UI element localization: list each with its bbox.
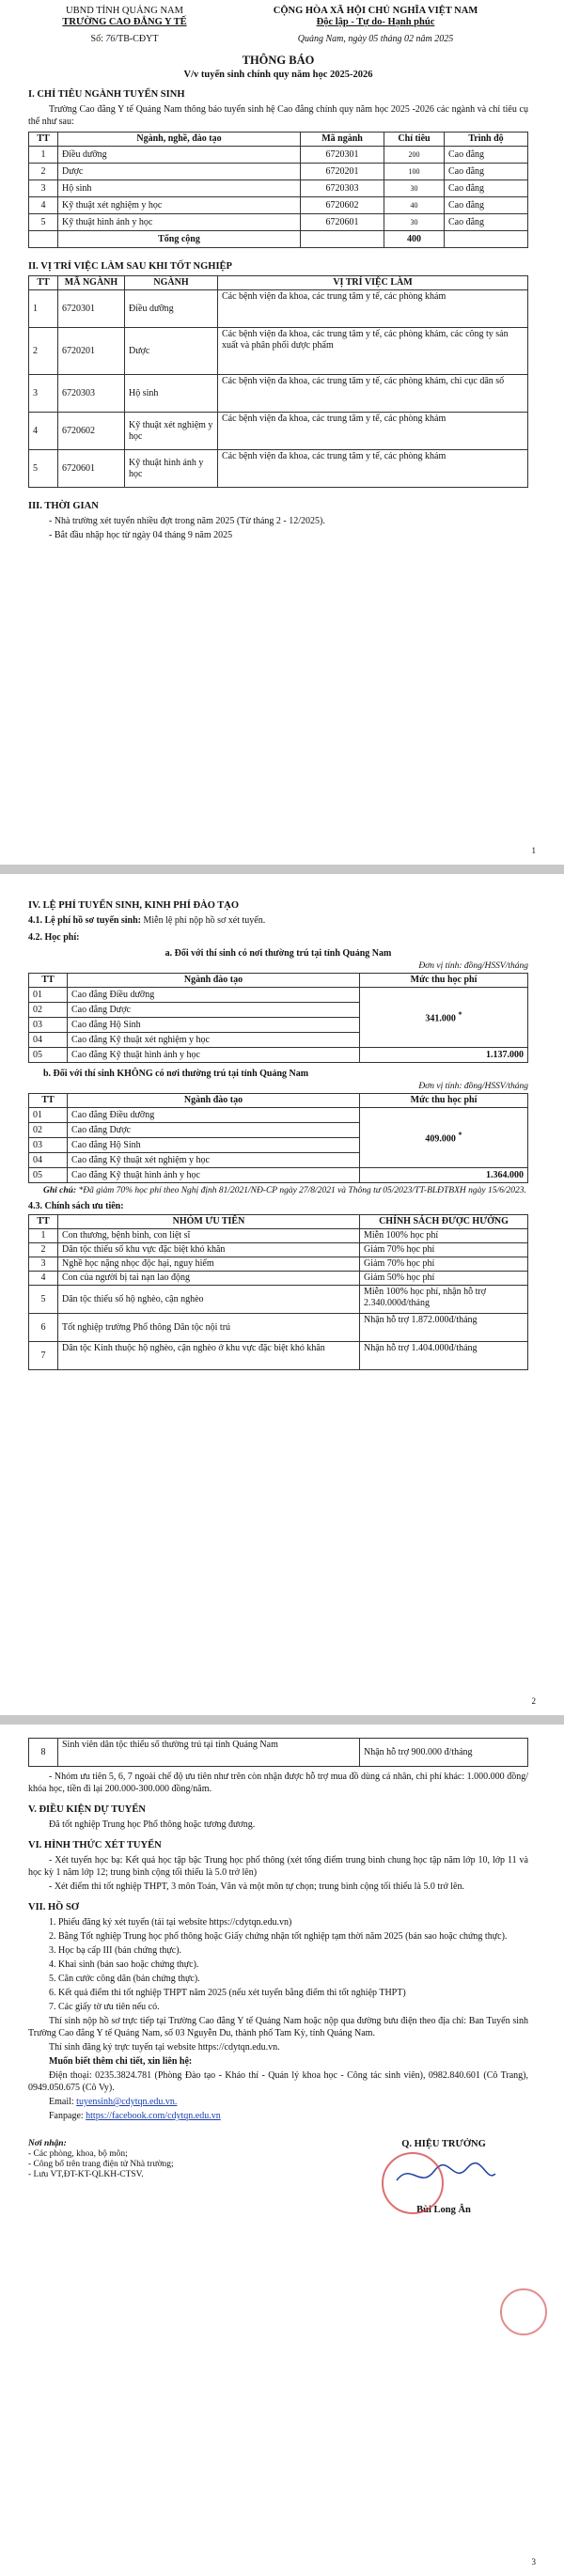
table-row bbox=[29, 1314, 528, 1342]
cell: 4 bbox=[29, 413, 58, 450]
cell: Cao đẳng Điều dưỡng bbox=[68, 1108, 360, 1123]
table-row bbox=[29, 197, 528, 214]
cell: Cao đẳng bbox=[445, 180, 528, 197]
cell: Dược bbox=[125, 328, 218, 375]
time-line-2: - Bắt đầu nhập học từ ngày 04 tháng 9 năm 2025 bbox=[49, 530, 233, 540]
section-6-heading: VI. HÌNH THỨC XÉT TUYỂN bbox=[28, 1840, 162, 1850]
document-page-3 bbox=[0, 1725, 564, 2576]
table-row bbox=[29, 1342, 528, 1370]
cell: 30 bbox=[384, 180, 445, 197]
cell bbox=[29, 231, 58, 248]
cell: 8 bbox=[29, 1739, 58, 1767]
submission-text: Thí sinh nộp hồ sơ trực tiếp tại Trường Cao đẳng Y tế Quảng Nam hoặc nộp qua đường bưu điện theo địa chỉ: Ban Tuyển sinh Trường Cao đẳng Y tế Quảng Nam, số 03 Nguyễn Du, thành phố Tam Kỳ, tỉnh Quảng Nam. bbox=[28, 2016, 528, 2038]
cell: Cao đẳng Điều dưỡng bbox=[68, 988, 360, 1003]
col-header: Chỉ tiêu bbox=[384, 133, 445, 147]
table-row bbox=[29, 450, 528, 488]
col-header: NHÓM ƯU TIÊN bbox=[58, 1215, 360, 1229]
table-header bbox=[29, 1094, 528, 1108]
cell: Dân tộc thiểu số khu vực đặc biệt khó khăn bbox=[58, 1243, 360, 1257]
page-number: 1 bbox=[531, 846, 536, 855]
cell: Cao đẳng Kỹ thuật xét nghiệm y học bbox=[68, 1153, 360, 1168]
cell: Các bệnh viện đa khoa, các trung tâm y tế, các phòng khám, chi cục dân số bbox=[218, 375, 528, 413]
online-registration-text: Thí sinh đăng ký trực tuyến tại website https://cdytqn.edu.vn. bbox=[49, 2042, 280, 2053]
official-stamp-partial bbox=[500, 2288, 547, 2335]
email-label: Email: bbox=[49, 2097, 77, 2107]
cell: 5 bbox=[29, 1286, 58, 1314]
cell: Các bệnh viện đa khoa, các trung tâm y tế, các phòng khám bbox=[218, 290, 528, 328]
cell: 2 bbox=[29, 1243, 58, 1257]
cell: Cao đẳng Kỹ thuật hình ảnh y học bbox=[68, 1168, 360, 1183]
issuer-name: TRƯỜNG CAO ĐẲNG Y TẾ bbox=[62, 17, 187, 27]
table-row bbox=[29, 328, 528, 375]
col-header: TT bbox=[29, 1215, 58, 1229]
cell: Cao đẳng Hộ Sinh bbox=[68, 1138, 360, 1153]
section-6-line-2: - Xét điểm thi tốt nghiệp THPT, 3 môn Toán, Văn và một môn tự chọn; trung bình cộng tối thiểu là 5.0 trở lên. bbox=[49, 1881, 464, 1892]
doc-number-prefix: Số: bbox=[90, 34, 103, 44]
col-header: NGÀNH bbox=[125, 276, 218, 290]
cell: 6720301 bbox=[58, 290, 125, 328]
col-header: Trình độ bbox=[445, 133, 528, 147]
table-row bbox=[29, 1108, 528, 1123]
cell: Cao đẳng Dược bbox=[68, 1003, 360, 1018]
doc-number-suffix: /TB-CĐYT bbox=[115, 34, 159, 44]
cell: Kỹ thuật hình ảnh y học bbox=[58, 214, 301, 231]
signer-title: Q. HIỆU TRƯỞNG bbox=[401, 2139, 486, 2149]
priority-policy-table bbox=[28, 1214, 528, 1370]
jobs-table bbox=[28, 275, 528, 488]
tuition-note bbox=[28, 1186, 528, 1195]
col-header: CHÍNH SÁCH ĐƯỢC HƯỞNG bbox=[360, 1215, 528, 1229]
cell bbox=[445, 231, 528, 248]
cell: 3 bbox=[29, 180, 58, 197]
cell: 04 bbox=[29, 1033, 68, 1048]
total-row bbox=[29, 231, 528, 248]
contact-fanpage bbox=[28, 2110, 528, 2122]
recipients-block bbox=[28, 2139, 273, 2215]
cell: Hộ sinh bbox=[125, 375, 218, 413]
tuition-table-a bbox=[28, 973, 528, 1063]
col-header: TT bbox=[29, 133, 58, 147]
section-7-heading: VII. HỒ SƠ bbox=[28, 1902, 79, 1912]
table-header bbox=[29, 1215, 528, 1229]
cell: 6720301 bbox=[301, 147, 384, 164]
document-date: Quảng Nam, ngày 05 tháng 02 năm 2025 bbox=[297, 34, 454, 44]
col-header: TT bbox=[29, 1094, 68, 1108]
cell: 1 bbox=[29, 147, 58, 164]
cell: 2 bbox=[29, 328, 58, 375]
footnote-star: * bbox=[458, 1131, 462, 1140]
cell: 6720602 bbox=[301, 197, 384, 214]
cell: Điều dưỡng bbox=[58, 147, 301, 164]
cell: 05 bbox=[29, 1168, 68, 1183]
cell: 3 bbox=[29, 375, 58, 413]
unit-note: Đơn vị tính: đồng/HSSV/tháng bbox=[418, 1082, 528, 1091]
cell: Các bệnh viện đa khoa, các trung tâm y tế, các phòng khám bbox=[218, 413, 528, 450]
table-row bbox=[29, 290, 528, 328]
cell: 6720601 bbox=[301, 214, 384, 231]
cell bbox=[301, 231, 384, 248]
signature-area bbox=[28, 2139, 528, 2215]
cell: Cao đẳng bbox=[445, 147, 528, 164]
unit-note: Đơn vị tính: đồng/HSSV/tháng bbox=[418, 961, 528, 971]
cell: Hộ sinh bbox=[58, 180, 301, 197]
table-row bbox=[29, 1739, 528, 1767]
time-line-1: - Nhà trường xét tuyển nhiều đợt trong năm 2025 (Từ tháng 2 - 12/2025). bbox=[49, 516, 325, 526]
col-header: Mã ngành bbox=[301, 133, 384, 147]
doc-number-handwritten: 76 bbox=[105, 34, 116, 44]
col-header: TT bbox=[29, 276, 58, 290]
fanpage-link[interactable]: https://facebook.com/cdytqn.edu.vn bbox=[86, 2111, 221, 2121]
cell: 01 bbox=[29, 1108, 68, 1123]
fee-value: 409.000 bbox=[425, 1133, 456, 1145]
table-row bbox=[29, 214, 528, 231]
contact-heading: Muốn biết thêm chi tiết, xin liên hệ: bbox=[49, 2056, 193, 2067]
cell: 6720602 bbox=[58, 413, 125, 450]
fanpage-label: Fanpage: bbox=[49, 2111, 86, 2121]
document-item: 5. Căn cước công dân (bản chứng thực). bbox=[49, 1974, 200, 1984]
col-header: TT bbox=[29, 974, 68, 988]
priority-policy-table-continued bbox=[28, 1738, 528, 1767]
table-row bbox=[29, 1229, 528, 1243]
fee-text: Miễn lệ phí nộp hồ sơ xét tuyển. bbox=[141, 915, 266, 926]
cell: Sinh viên dân tộc thiểu số thường trú tại tỉnh Quảng Nam bbox=[58, 1739, 360, 1767]
table-header bbox=[29, 974, 528, 988]
table-row bbox=[29, 1168, 528, 1183]
signature-block bbox=[359, 2139, 528, 2215]
cell: 7 bbox=[29, 1342, 58, 1370]
table-row bbox=[29, 375, 528, 413]
tuition-heading: 4.2. Học phí: bbox=[28, 932, 80, 943]
cell: 1 bbox=[29, 1229, 58, 1243]
page-number: 2 bbox=[531, 1696, 536, 1706]
cell: Nghề học nặng nhọc độc hại, nguy hiểm bbox=[58, 1257, 360, 1272]
cell: Cao đẳng Kỹ thuật xét nghiệm y học bbox=[68, 1033, 360, 1048]
application-fee bbox=[28, 914, 528, 927]
page-number: 3 bbox=[531, 2557, 536, 2567]
cell: Miễn 100% học phí bbox=[360, 1229, 528, 1243]
national-motto: Độc lập - Tự do- Hạnh phúc bbox=[316, 17, 435, 27]
col-header: VỊ TRÍ VIỆC LÀM bbox=[218, 276, 528, 290]
fee-cell bbox=[360, 1108, 528, 1168]
fee-value: 1.137.000 bbox=[360, 1048, 528, 1063]
cell: Cao đẳng Dược bbox=[68, 1123, 360, 1138]
recipient-item: - Lưu VT,ĐT-KT-QLKH-CTSV. bbox=[28, 2170, 144, 2179]
quota-table bbox=[28, 132, 528, 248]
col-header: Ngành đào tạo bbox=[68, 974, 360, 988]
cell: 01 bbox=[29, 988, 68, 1003]
document-header bbox=[28, 0, 528, 28]
cell: Con thương, bệnh binh, con liệt sĩ bbox=[58, 1229, 360, 1243]
quota-table-header bbox=[29, 133, 528, 147]
cell: Giảm 70% học phí bbox=[360, 1243, 528, 1257]
cell: 40 bbox=[384, 197, 445, 214]
cell: Giảm 50% học phí bbox=[360, 1272, 528, 1286]
recipients-heading: Nơi nhận: bbox=[28, 2139, 67, 2148]
document-item: 6. Kết quả điểm thi tốt nghiệp THPT năm 2025 (nếu xét tuyển bằng điểm thi tốt nghiệp THPT) bbox=[49, 1988, 406, 1998]
cell: 100 bbox=[384, 164, 445, 180]
signer-name: Bùi Long Ân bbox=[416, 2205, 471, 2215]
section-4-heading: IV. LỆ PHÍ TUYỂN SINH, KINH PHÍ ĐÀO TẠO bbox=[28, 900, 240, 911]
table-row bbox=[29, 1257, 528, 1272]
cell: Các bệnh viện đa khoa, các trung tâm y tế, các phòng khám bbox=[218, 450, 528, 488]
table-row bbox=[29, 1272, 528, 1286]
col-header: Ngành, nghề, đào tạo bbox=[58, 133, 301, 147]
tuition-a-heading: a. Đối với thí sinh có nơi thường trú tại tỉnh Quảng Nam bbox=[164, 948, 392, 959]
document-item: 3. Học bạ cấp III (bản chứng thực). bbox=[49, 1945, 182, 1956]
cell: 5 bbox=[29, 214, 58, 231]
policy-note: - Nhóm ưu tiên 5, 6, 7 ngoài chế độ ưu tiên như trên còn nhận được hỗ trợ mua đồ dùng cá nhân, chi phí khác: 1.000.000 đồng/ khóa học, tiền đi lại 200.000-300.000 đồng/năm. bbox=[28, 1772, 528, 1794]
cell: Cao đẳng bbox=[445, 164, 528, 180]
cell: Dược bbox=[58, 164, 301, 180]
cell: 2 bbox=[29, 164, 58, 180]
cell: Con của người bị tai nạn lao động bbox=[58, 1272, 360, 1286]
cell: 30 bbox=[384, 214, 445, 231]
national-motto-block bbox=[223, 6, 528, 28]
table-row bbox=[29, 1286, 528, 1314]
table-row bbox=[29, 413, 528, 450]
cell: Kỹ thuật xét nghiệm y học bbox=[125, 413, 218, 450]
total-value: 400 bbox=[384, 231, 445, 248]
cell: 200 bbox=[384, 147, 445, 164]
cell: 6 bbox=[29, 1314, 58, 1342]
fee-value: 1.364.000 bbox=[360, 1168, 528, 1183]
contact-phone: Điện thoại: 0235.3824.781 (Phòng Đào tạo - Khảo thí - Quản lý khoa học - Công tác sinh viên), 0982.840.601 (Cô Trang), 0949.050.675 (Cô Vy). bbox=[28, 2070, 528, 2093]
cell: Nhận hỗ trợ 1.872.000đ/tháng bbox=[360, 1314, 528, 1342]
official-stamp bbox=[382, 2152, 444, 2214]
document-page-2 bbox=[0, 874, 564, 1715]
reference-line bbox=[28, 34, 528, 44]
cell: 6720601 bbox=[58, 450, 125, 488]
table-row bbox=[29, 1048, 528, 1063]
table-row bbox=[29, 147, 528, 164]
tuition-table-b bbox=[28, 1093, 528, 1183]
section-3-heading: III. THỜI GIAN bbox=[28, 501, 99, 511]
cell: Dân tộc thiểu số hộ nghèo, cận nghèo bbox=[58, 1286, 360, 1314]
col-header: Mức thu học phí bbox=[360, 1094, 528, 1108]
document-item: 2. Bằng Tốt nghiệp Trung học phổ thông hoặc Giấy chứng nhận tốt nghiệp tạm thời năm 2025 (bản sao hoặc chứng thực). bbox=[49, 1931, 508, 1942]
cell: 03 bbox=[29, 1018, 68, 1033]
issuer-parent: UBND TỈNH QUẢNG NAM bbox=[66, 6, 183, 16]
cell: 03 bbox=[29, 1138, 68, 1153]
col-header: Ngành đào tạo bbox=[68, 1094, 360, 1108]
document-item: 1. Phiếu đăng ký xét tuyển (tải tại website https://cdytqn.edu.vn) bbox=[49, 1917, 292, 1928]
cell: 05 bbox=[29, 1048, 68, 1063]
section-5-heading: V. ĐIỀU KIỆN DỰ TUYỂN bbox=[28, 1804, 146, 1815]
cell: 6720201 bbox=[58, 328, 125, 375]
note-text: *Đã giảm 70% học phí theo Nghị định 81/2021/NĐ-CP ngày 27/8/2021 và Thông tư 05/2023/TT-BLĐTBXH ngày 15/6/2023. bbox=[76, 1186, 526, 1195]
total-label: Tổng cộng bbox=[58, 231, 301, 248]
document-item: 7. Các giấy tờ ưu tiên nếu có. bbox=[49, 2002, 160, 2012]
recipient-item: - Công bố trên trang điện tử Nhà trường; bbox=[28, 2160, 174, 2169]
cell: 1 bbox=[29, 290, 58, 328]
fee-label: 4.1. Lệ phí hồ sơ tuyển sinh: bbox=[28, 915, 142, 926]
cell: 04 bbox=[29, 1153, 68, 1168]
cell: Điều dưỡng bbox=[125, 290, 218, 328]
fee-value: 341.000 bbox=[425, 1013, 456, 1024]
footnote-star: * bbox=[458, 1010, 462, 1020]
issuer-block bbox=[28, 6, 221, 28]
tuition-b-heading: b. Đối với thí sinh KHÔNG có nơi thường trú tại tỉnh Quảng Nam bbox=[43, 1069, 309, 1079]
document-subtitle: V/v tuyển sinh chính quy năm học 2025-2026 bbox=[183, 70, 373, 80]
section-5-text: Đã tốt nghiệp Trung học Phổ thông hoặc tương đương. bbox=[49, 1819, 256, 1830]
col-header: Mức thu học phí bbox=[360, 974, 528, 988]
fee-cell bbox=[360, 988, 528, 1048]
document-page-1 bbox=[0, 0, 564, 865]
cell: Dân tộc Kinh thuộc hộ nghèo, cận nghèo ở khu vực đặc biệt khó khăn bbox=[58, 1342, 360, 1370]
col-header: MÃ NGÀNH bbox=[58, 276, 125, 290]
section-1-heading: I. CHỈ TIÊU NGÀNH TUYỂN SINH bbox=[28, 89, 185, 100]
cell: 3 bbox=[29, 1257, 58, 1272]
table-row bbox=[29, 988, 528, 1003]
table-row bbox=[29, 180, 528, 197]
cell: Giảm 70% học phí bbox=[360, 1257, 528, 1272]
note-label: Ghi chú: bbox=[43, 1186, 77, 1195]
cell: 6720303 bbox=[58, 375, 125, 413]
cell: 4 bbox=[29, 1272, 58, 1286]
national-title: CỘNG HÒA XÃ HỘI CHỦ NGHĨA VIỆT NAM bbox=[273, 6, 478, 16]
document-title: THÔNG BÁO bbox=[242, 54, 315, 67]
email-link[interactable]: tuyensinh@cdytqn.edu.vn. bbox=[76, 2097, 178, 2107]
cell: Kỹ thuật xét nghiệm y học bbox=[58, 197, 301, 214]
section-6-line-1: - Xét tuyển học bạ: Kết quả học tập bậc Trung học phổ thông (xét tổng điểm trung bình chung học tập năm lớp 10, lớp 11 và học kỳ 1 năm lớp 12; trung bình cộng tối thiểu là 5.0 trở lên) bbox=[28, 1855, 528, 1878]
table-row bbox=[29, 1243, 528, 1257]
cell: Cao đẳng Kỹ thuật hình ảnh y học bbox=[68, 1048, 360, 1063]
cell: 02 bbox=[29, 1123, 68, 1138]
cell: 6720201 bbox=[301, 164, 384, 180]
cell: Miễn 100% học phí, nhận hỗ trợ 2.340.000đ/tháng bbox=[360, 1286, 528, 1314]
cell: Các bệnh viện đa khoa, các trung tâm y tế, các phòng khám, các công ty sản xuất và phân phối dược phẩm bbox=[218, 328, 528, 375]
contact-email bbox=[28, 2096, 528, 2108]
section-2-heading: II. VỊ TRÍ VIỆC LÀM SAU KHI TỐT NGHIỆP bbox=[28, 261, 232, 272]
document-item: 4. Khai sinh (bản sao hoặc chứng thực). bbox=[49, 1959, 199, 1970]
section-1-intro: Trường Cao đẳng Y tế Quảng Nam thông báo tuyển sinh hệ Cao đẳng chính quy năm học 2025 -2026 các ngành và chỉ tiêu cụ thể như sau: bbox=[28, 104, 528, 127]
recipient-item: - Các phòng, khoa, bộ môn; bbox=[28, 2149, 128, 2159]
cell: Cao đẳng bbox=[445, 197, 528, 214]
cell: Cao đẳng bbox=[445, 214, 528, 231]
cell: Nhận hỗ trợ 1.404.000đ/tháng bbox=[360, 1342, 528, 1370]
cell: 6720303 bbox=[301, 180, 384, 197]
cell: Nhận hỗ trợ 900.000 đ/tháng bbox=[360, 1739, 528, 1767]
cell: Cao đẳng Hộ Sinh bbox=[68, 1018, 360, 1033]
cell: 4 bbox=[29, 197, 58, 214]
cell: 5 bbox=[29, 450, 58, 488]
policy-heading: 4.3. Chính sách ưu tiên: bbox=[28, 1201, 124, 1211]
table-row bbox=[29, 164, 528, 180]
cell: 02 bbox=[29, 1003, 68, 1018]
jobs-table-header bbox=[29, 276, 528, 290]
document-number bbox=[28, 34, 221, 44]
cell: Kỹ thuật hình ảnh y học bbox=[125, 450, 218, 488]
cell: Tốt nghiệp trường Phổ thông Dân tộc nội trú bbox=[58, 1314, 360, 1342]
